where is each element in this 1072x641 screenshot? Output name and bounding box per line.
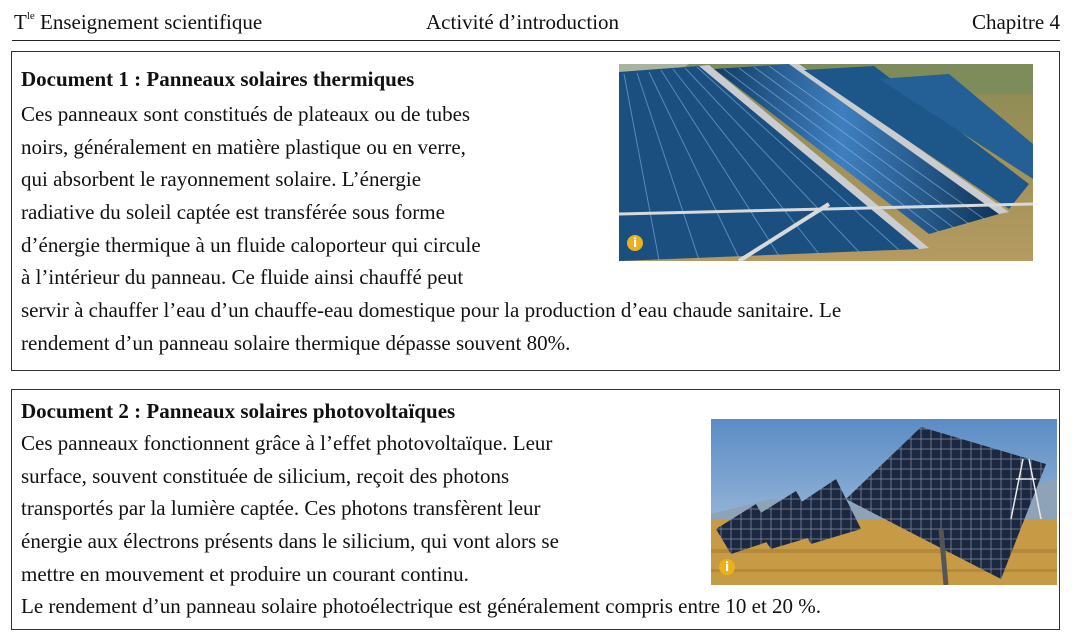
text-line: d’énergie thermique à un fluide caloporteur qui circule — [21, 232, 481, 257]
document-1 — [11, 51, 1060, 371]
text-line: qui absorbent le rayonnement solaire. L’énergie — [21, 167, 422, 192]
photovoltaic-panels-photo — [711, 419, 1057, 585]
text-line: radiative du soleil captée est transférée sous forme — [21, 200, 445, 225]
info-icon[interactable]: i — [719, 559, 735, 575]
text-line: surface, souvent constituée de silicium, reçoit des photons — [21, 463, 510, 488]
text-line: transportés par la lumière captée. Ces photons transfèrent leur — [21, 496, 541, 521]
chapter-label: Chapitre 4 — [971, 10, 1060, 34]
text-line: Ces panneaux fonctionnent grâce à l’effet photovoltaïque. Leur — [21, 431, 553, 455]
thermal-panels-photo — [619, 64, 1033, 261]
activity-title: Activité d’introduction — [426, 10, 620, 34]
photovoltaic-panels-illustration — [711, 419, 1057, 585]
text-line: mettre en mouvement et produire un courant continu. — [21, 561, 469, 586]
document-1-title: Document 1 : Panneaux solaires thermiques — [21, 67, 415, 91]
info-icon[interactable]: i — [627, 235, 643, 251]
document-2-title: Document 2 : Panneaux solaires photovoltaïques — [21, 399, 456, 423]
text-line: Ces panneaux sont constitués de plateaux ou de tubes — [21, 102, 471, 126]
document-2-text — [21, 427, 821, 623]
text-line: Le rendement d’un panneau solaire photoélectrique est généralement compris entre 10 et 20 %. — [21, 594, 822, 619]
text-line: à l’intérieur du panneau. Ce fluide ainsi chauffé peut — [21, 265, 464, 290]
page-header — [12, 0, 1060, 41]
thermal-panels-illustration — [619, 64, 1033, 261]
text-line: énergie aux électrons présents dans le silicium, qui vont alors se — [21, 529, 559, 554]
text-line: servir à chauffer l’eau d’un chauffe-eau domestique pour la production d’eau chaude sanitaire. Le — [21, 298, 842, 323]
document-2 — [11, 389, 1060, 630]
course-title: $T^{le}$ Enseignement scientifique — [14, 10, 263, 34]
text-line: noirs, généralement en matière plastique ou en verre, — [21, 134, 466, 159]
text-line: rendement d’un panneau solaire thermique dépasse souvent 80%. — [21, 330, 571, 355]
